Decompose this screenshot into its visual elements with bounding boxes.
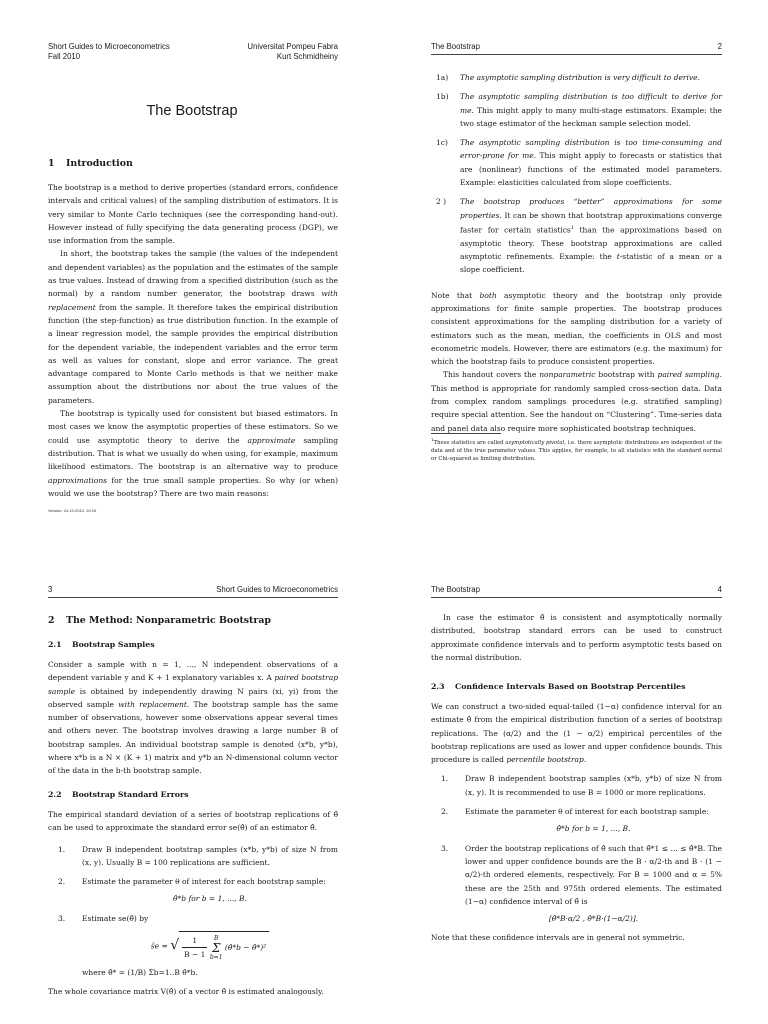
reasons-list [431,71,722,435]
running-header: The Bootstrap [431,42,480,51]
subsection-heading-standard-errors: 2.2 Bootstrap Standard Errors [48,790,189,799]
list-item: 2 ) The bootstrap produces “better” approximations for some properties. It can be shown that bootstrap approximations converge faster for certain statistics$^1$ than the approximations based on asymptotic theory. These bootstrap approximations are called asymptotic refinements. Example: the t-statistic of a mean or a slope coefficient. [436,197,722,275]
page-number: 4 [717,585,722,594]
equation: θ̂*b for b = 1, ..., B. [173,894,247,904]
standard-error-equation: ŝe = √ $\frac{1}{B - 1}$ B Σ b=1 (θ̂*b − θ̂*)² [82,931,338,962]
version-stamp: Version: 24-10-2010, 20:15 [48,508,97,512]
document-title: The Bootstrap [146,103,238,119]
equation: [θ̂*B·α/2 , θ̂*B·(1−α/2)]. [548,914,639,924]
intro-paragraph: In case the estimator θ̂ is consistent and asymptotically normally distributed, bootstrap standard errors can be used to construct approximate confidence intervals and to perform asymptotic tests based on the normal distribution. [431,613,722,662]
percentile-ci-text: We can construct a two-sided equal-tailed (1−α) confidence interval for an estimate θ̂ from the empirical distribution function of a series of bootstrap replications. The (α/2) and the (1 − α/2) empirical percentiles of the bootstrap replications are used as lower and upper confidence bounds. This procedure is called percentile bootstrap. 1. Draw B independent bootstrap samples (x*b, y*b) of size N from (x, y). It is recommended to use B = 1000 or more replications. 2. Estimate the parameter θ of interest for each bootstrap sample: θ̂*b for b = 1, ..., B. 3. Order the bootstrap replications of θ̂ such that θ̂*1 ≤ ... ≤ θ̂*B. The lower and upper confidence bounds are the B · α/2-th and B · (1 − α/2)-th ordered elements, respectively. For B = 1000 and α = 5% these are the 25th and 975th ordered elements. The estimated (1−α) confidence interval of θ̂ is [θ̂*B·α/2 , θ̂*B·(1−α/2)]. Note that these confidence intervals are in general not symmetric. [431,702,722,943]
section-number: 1 [48,158,55,169]
page-4 [384,512,768,1024]
subsection-heading-percentile-ci: 2.3 Confidence Intervals Based on Bootstrap Percentiles [431,682,686,691]
section-heading-introduction [48,158,133,169]
header-author: Kurt Schmidheiny [276,52,338,61]
page-number: 3 [48,585,53,594]
header-course: Short Guides to Microeconometrics [48,42,170,51]
paragraph: Note that both asymptotic theory and the bootstrap only provide approximations for finite sample properties. The bootstrap produces consistent approximations for the sampling distribution for a variety of estimators such as the mean, median, the coefficients in OLS and most econometric models. However, there are estimators (e.g. the maximum) for which the bootstrap fails to produce consistent properties. [431,290,722,367]
page-1 [0,0,384,512]
paragraph: In short, the bootstrap takes the sample (the values of the independent and dependent variables) as the population and the estimates of the sample as true values. Instead of drawing from a specified distribution (such as the normal) by a random number generator, the bootstrap draws with replacement from the sample. It therefore takes the empirical distribution function (the step-function) as true distribution function. In the example of a linear regression model, the sample provides the empirical distribution for the dependent variable, the independent variables and the error term as well as values for constant, slope and error variance. The great advantage compared to Monte Carlo methods is that we neither make assumption about the distributions nor about the true values of the parameters. [48,249,338,405]
list-item: 2. Estimate the parameter θ of interest for each bootstrap sample: θ̂*b for b = 1, ..., B. [58,875,338,906]
header-rule [431,54,722,55]
section-heading-method: 2 The Method: Nonparametric Bootstrap [48,615,271,626]
list-item: 2. Estimate the parameter θ of interest for each bootstrap sample: θ̂*b for b = 1, ..., B. [441,805,722,836]
running-header: Short Guides to Microeconometrics [216,585,338,594]
list-item: 3. Estimate se(θ̂) by ŝe = √ $\frac{1}{B - 1}$ B Σ b=1 (θ̂*b − θ̂*)² where θ̂* = (1/B) Σb=1..B θ̂*b. [58,912,338,979]
bootstrap-samples-text: Consider a sample with n = 1, ..., N independent observations of a dependent variable y and K + 1 explanatory variables x. A paired bootstrap sample is obtained by independently drawing N pairs (xi, yi) from the observed sample with replacement. The bootstrap sample has the same number of observations, however some observations appear several times and others never. The bootstrap involves drawing a large number B of bootstrap samples. An individual bootstrap sample is denoted (x*b, y*b), where x*b is a N × (K + 1) matrix and y*b an N-dimensional column vector of the data in the b-th bootstrap sample. [48,660,339,776]
paragraph: The bootstrap is a method to derive properties (standard errors, confidence intervals and critical values) of the sampling distribution of estimators. It is very similar to Monte Carlo techniques (see the corresponding hand-out). However instead of fully specifying the data generating process (DGP), we use information from the sample. [48,183,338,246]
page-3 [0,512,384,1024]
header-rule [48,597,338,598]
standard-errors-text: The empirical standard deviation of a series of bootstrap replications of θ̂ can be used to approximate the standard error se(θ̂) of an estimator θ̂. 1. Draw B independent bootstrap samples (x*b, y*b) of size N from (x, y). Usually B = 100 replications are sufficient. 2. Estimate the parameter θ of interest for each bootstrap sample: θ̂*b for b = 1, ..., B. 3. Estimate se(θ̂) by ŝe = √ $\frac{1}{B - 1}$ B Σ b=1 (θ̂*b − θ̂*)² where θ̂* = (1/B) Σb=1..B θ̂*b. The whole covariance matrix V(θ̂) of a vector θ̂ is estimated analogously. [48,810,338,996]
introduction-body [48,181,338,500]
header-term: Fall 2010 [48,52,81,61]
paragraph: The bootstrap is typically used for consistent but biased estimators. In most cases we know the asymptotic properties of these estimators. So we could use asymptotic theory to derive the approximate sampling distribution. That is what we usually do when using, for example, maximum likelihood estimators. The bootstrap is an alternative way to produce approximations for the true small sample properties. So why (or when) would we use the bootstrap? There are two main reasons: [48,409,338,498]
list-item: 3. Order the bootstrap replications of θ̂ such that θ̂*1 ≤ ... ≤ θ̂*B. The lower and upper confidence bounds are the B · α/2-th and B · (1 − α/2)-th ordered elements, respectively. For B = 1000 and α = 5% these are the 25th and 975th ordered elements. The estimated (1−α) confidence interval of θ̂ is [θ̂*B·α/2 , θ̂*B·(1−α/2)]. [441,842,722,926]
list-item: 1. Draw B independent bootstrap samples (x*b, y*b) of size N from (x, y). Usually B = 100 replications are sufficient. [58,844,338,867]
paragraph: This handout covers the nonparametric bootstrap with paired sampling. This method is appropriate for randomly sampled cross-section data. Data from complex random samplings procedures (e.g. stratified sampling) require special attention. See the handout on “Clustering”. Time-series data and panel data also require more sophisticated bootstrap techniques. [431,370,722,433]
equation: θ̂*b for b = 1, ..., B. [556,824,631,834]
subsection-heading-bootstrap-samples: 2.1 Bootstrap Samples [48,640,155,649]
list-item: 1. Draw B independent bootstrap samples (x*b, y*b) of size N from (x, y). It is recommended to use B = 1000 or more replications. [441,774,722,797]
running-header: The Bootstrap [431,585,480,594]
section-title: Introduction [66,158,133,169]
footnote-rule [431,433,501,434]
list-item: 1b) The asymptotic sampling distribution is too difficult to derive for me. This might apply to many multi-stage estimators. Example: the two stage estimator of the heckman sample selection model. [436,92,722,128]
header-university: Universitat Pompeu Fabra [247,42,338,51]
footnote: $^1$These statistics are called asymptotically pivotal, i.e. there asymptotic distributions are independent of the data and of the true parameter values. This applies, for example, to all statistics with the standard normal or Chi-squared as limiting distribution. [431,437,722,463]
list-item: 1a) The asymptotic sampling distribution is very difficult to derive. [436,73,700,82]
page-number: 2 [717,42,722,51]
page-2 [384,0,768,512]
header-rule [431,597,722,598]
equation-note: where θ̂* = (1/B) Σb=1..B θ̂*b. [82,967,198,977]
list-item: 1c) The asymptotic sampling distribution is too time-consuming and error-prone for me. This might apply to forecasts or statistics that are (nonlinear) functions of the estimated model parameters. Example: elasticities calculated from slope coefficients. [436,138,722,188]
